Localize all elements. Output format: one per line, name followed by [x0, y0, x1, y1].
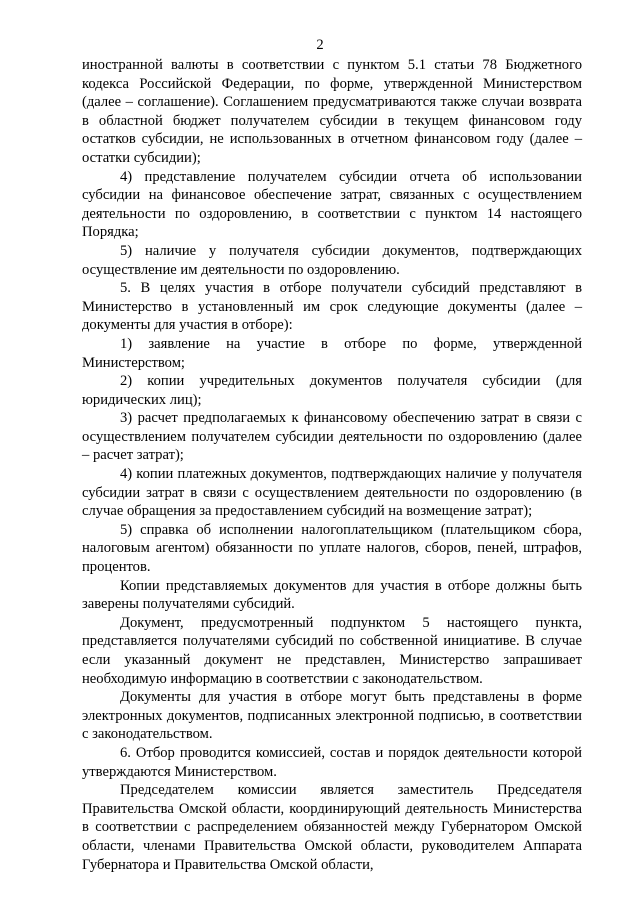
- paragraph: Документ, предусмотренный подпунктом 5 настоящего пункта, представляется получателями субсидий по собственной инициативе. В случае если указанный документ не представлен, Министерство запрашивает необходимую информацию в соответствии с законодательством.: [82, 614, 582, 687]
- paragraph: 4) представление получателем субсидии отчета об использовании субсидии на финансовое обеспечение затрат, связанных с осуществлением деятельности по оздоровлению, в соответствии с пунктом 14 настоящего Порядка;: [82, 168, 582, 241]
- paragraph: Копии представляемых документов для участия в отборе должны быть заверены получателями субсидий.: [82, 577, 582, 613]
- paragraph: 6. Отбор проводится комиссией, состав и порядок деятельности которой утверждаются Министерством.: [82, 744, 582, 780]
- paragraph: 5) наличие у получателя субсидии документов, подтверждающих осуществление им деятельности по оздоровлению.: [82, 242, 582, 278]
- paragraph: 2) копии учредительных документов получателя субсидии (для юридических лиц);: [82, 373, 582, 408]
- paragraph: Председателем комиссии является заместитель Председателя Правительства Омской области, координирующий деятельность Министерства в соответствии с распределением обязанностей между Губернатором Омской области, членами Правительства Омской области, руководителем Аппарата Губернатора и Правительства Омской области,: [82, 782, 582, 873]
- paragraph: 5. В целях участия в отборе получатели субсидий представляют в Министерство в установленный им срок следующие документы (далее – документы для участия в отборе):: [82, 280, 582, 334]
- paragraph: Документы для участия в отборе могут быть представлены в форме электронных документов, подписанных электронной подписью, в соответствии с законодательством.: [82, 689, 582, 743]
- paragraph: 3) расчет предполагаемых к финансовому обеспечению затрат в связи с осуществлением получателем субсидии деятельности по оздоровлению (далее – расчет затрат);: [82, 410, 582, 464]
- paragraph: иностранной валюты в соответствии с пунктом 5.1 статьи 78 Бюджетного кодекса Российской Федерации, по форме, утвержденной Министерством (далее – соглашение). Соглашением предусматриваются также случаи возврата в областной бюджет получателем субсидии в текущем финансовом году остатков субсидии, не использованных в отчетном финансовом году (далее – остатки субсидии);: [82, 57, 582, 166]
- paragraph: 4) копии платежных документов, подтверждающих наличие у получателя субсидии затрат в связи с осуществлением деятельности по оздоровлению (в случае обращения за предоставлением субсидий на возмещение затрат);: [82, 466, 582, 520]
- paragraph: 1) заявление на участие в отборе по форме, утвержденной Министерством;: [82, 335, 582, 371]
- body-text: [82, 56, 582, 874]
- paragraph: 5) справка об исполнении налогоплательщиком (плательщиком сбора, налоговым агентом) обязанности по уплате налогов, сборов, пеней, штрафов, процентов.: [82, 521, 582, 576]
- page-number: 2: [316, 37, 324, 53]
